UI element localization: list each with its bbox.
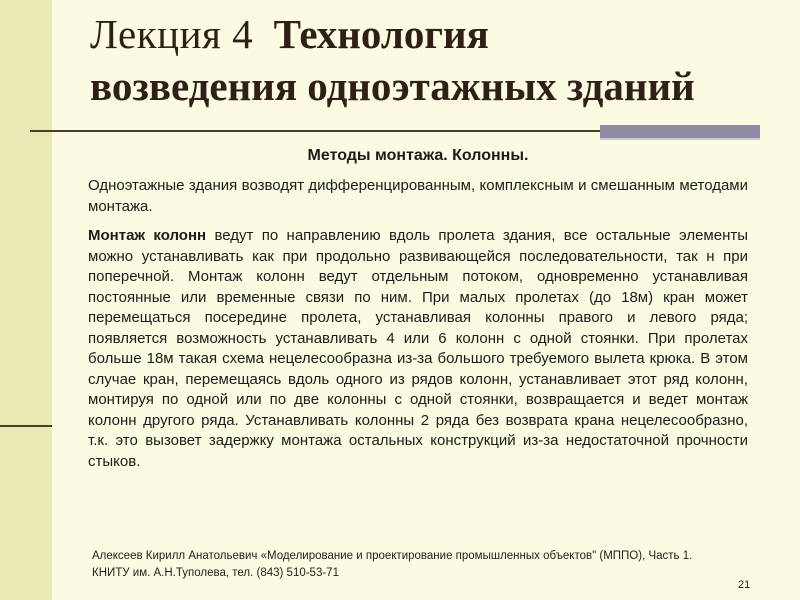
slide-footer bbox=[92, 548, 752, 582]
paragraph-column-mounting bbox=[88, 226, 748, 472]
paragraph-bold-lead: Монтаж колонн bbox=[88, 227, 207, 244]
title-part1: Технология bbox=[273, 11, 489, 57]
left-decorative-band bbox=[0, 0, 52, 600]
footer-author: Алексеев Кирилл Анатольевич «Моделирование и проектирование промышленных объектов" (МППО), Часть 1. bbox=[92, 550, 693, 562]
page-number: 21 bbox=[738, 579, 751, 591]
title-part2: возведения одноэтажных зданий bbox=[90, 63, 695, 109]
title-accent-block bbox=[600, 125, 760, 138]
content-subtitle: Методы монтажа. Колонны. bbox=[307, 147, 529, 164]
title-underline bbox=[30, 130, 606, 132]
left-band-divider bbox=[0, 425, 52, 427]
slide-content bbox=[88, 145, 748, 481]
paragraph-body: ведут по направлению вдоль пролета здания, все остальные элементы можно устанавливать как при продольно развивающейся последовательности, так н при поперечной. Монтаж колонн ведут отдельным потоком, одновременно устанавливая постоянные или временные связи по ним. При малых пролетах (до 18м) кран может перемещаться посередине пролета, устанавливая колонны правого и левого ряда; появляется возможность устанавливать 4 или 6 колонн с одной стоянки. При пролетах больше 18м такая схема нецелесообразна из-за большого требуемого вылета крюка. В этом случае кран, перемещаясь вдоль одного из рядов колонн, устанавливает этот ряд колонн, монтируя по одной или по две колонны с одной стоянки, возвращается и ведет монтаж колонн другого ряда. Устанавливать колонны 2 ряда без возврата крана нецелесообразно, т.к. это вызовет задержку монтажа остальных конструкций из-за недостаточной прочности стыков. bbox=[88, 227, 749, 470]
title-accent-shadow bbox=[600, 138, 760, 140]
slide-title bbox=[90, 8, 790, 112]
title-lecture: Лекция 4 bbox=[90, 11, 254, 57]
paragraph-methods: Одноэтажные здания возводят дифференцированным, комплексным и смешанным методами монтажа. bbox=[88, 177, 748, 215]
footer-contact: КНИТУ им. А.Н.Туполева, тел. (843) 510-53-71 bbox=[92, 567, 339, 579]
